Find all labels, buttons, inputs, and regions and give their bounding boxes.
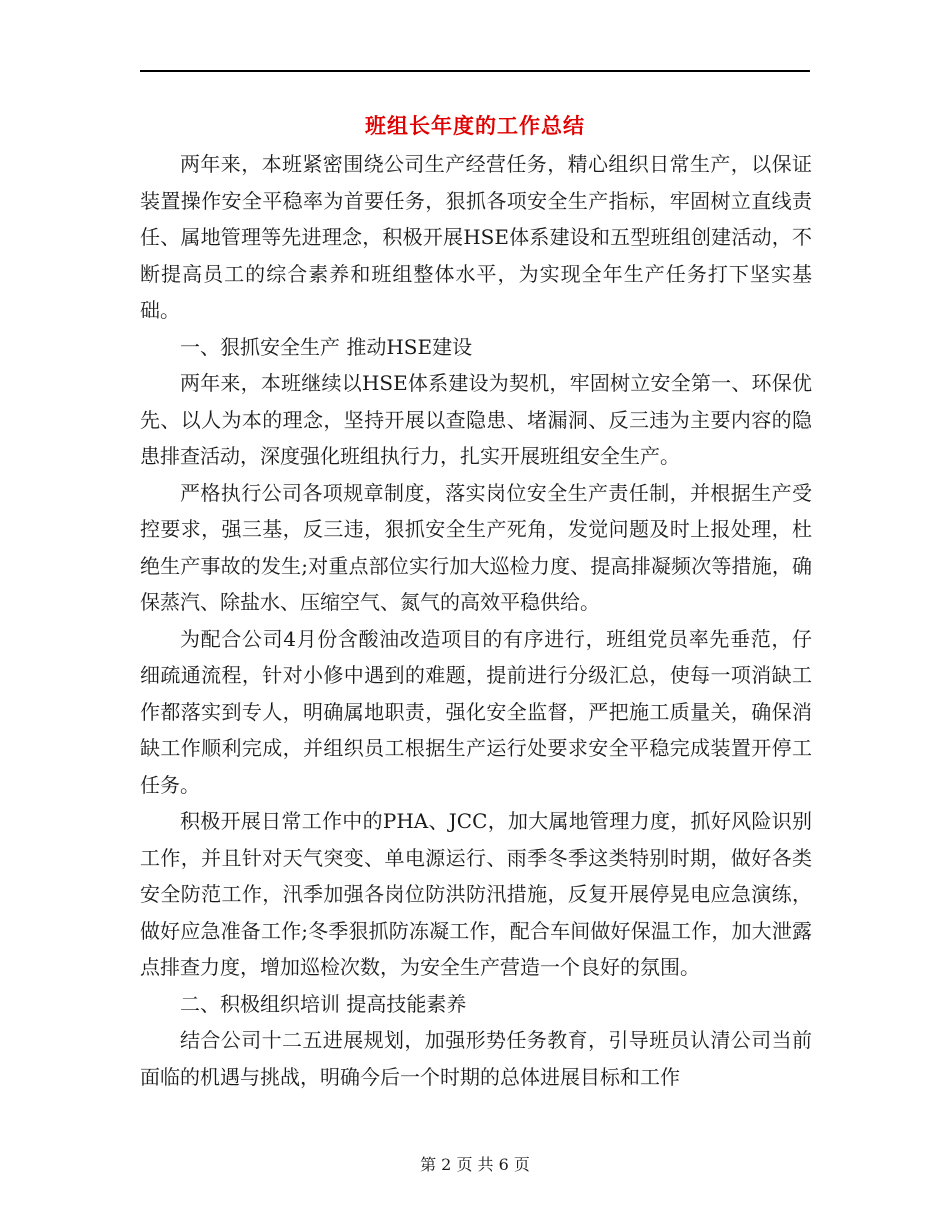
section-heading-safety: 一、狠抓安全生产 推动HSE建设 — [180, 334, 473, 359]
paragraph-planning: 结合公司十二五进展规划，加强形势任务教育，引导班员认清公司当前面临的机遇与挑战，明确今后一个时期的总体进展目标和工作 — [140, 1028, 812, 1089]
document-body — [140, 146, 812, 1095]
paragraph-risk-management: 积极开展日常工作中的PHA、JCC，加大属地管理力度，抓好风险识别工作，并且针对天气突变、单电源运行、雨季冬季这类特别时期，做好各类安全防范工作，汛季加强各岗位防洪防汛措施，反复开展停晃电应急演练，做好应急准备工作;冬季狠抓防冻凝工作，配合车间做好保温工作，加大泄露点排查力度，增加巡检次数，为安全生产营造一个良好的氛围。 — [140, 809, 812, 979]
paragraph-april-project: 为配合公司4月份含酸油改造项目的有序进行，班组党员率先垂范，仔细疏通流程，针对小修中遇到的难题，提前进行分级汇总，使每一项消缺工作都落实到专人，明确属地职责，强化安全监督，严把施工质量关，确保消缺工作顺利完成，并组织员工根据生产运行处要求安全平稳完成装置开停工任务。 — [140, 626, 812, 797]
header-rule — [140, 70, 810, 72]
page-number-footer: 第 2 页 共 6 页 — [420, 1155, 530, 1174]
document-title: 班组长年度的工作总结 — [365, 113, 585, 138]
paragraph-regulations: 严格执行公司各项规章制度，落实岗位安全生产责任制，并根据生产受控要求，强三基，反三违，狠抓安全生产死角，发觉问题及时上报处理，杜绝生产事故的发生;对重点部位实行加大巡检力度、提高排凝频次等措施，确保蒸汽、除盐水、压缩空气、氮气的高效平稳供给。 — [140, 480, 812, 614]
paragraph-hse: 两年来，本班继续以HSE体系建设为契机，牢固树立安全第一、环保优先、以人为本的理念，坚持开展以查隐患、堵漏洞、反三违为主要内容的隐患排查活动，深度强化班组执行力，扎实开展班组安全生产。 — [140, 371, 812, 468]
section-heading-training: 二、积极组织培训 提高技能素养 — [180, 991, 467, 1016]
paragraph-intro: 两年来，本班紧密围绕公司生产经营任务，精心组织日常生产，以保证装置操作安全平稳率为首要任务，狠抓各项安全生产指标，牢固树立直线责任、属地管理等先进理念，积极开展HSE体系建设和五型班组创建活动，不断提高员工的综合素养和班组整体水平，为实现全年生产任务打下坚实基础。 — [140, 152, 812, 322]
